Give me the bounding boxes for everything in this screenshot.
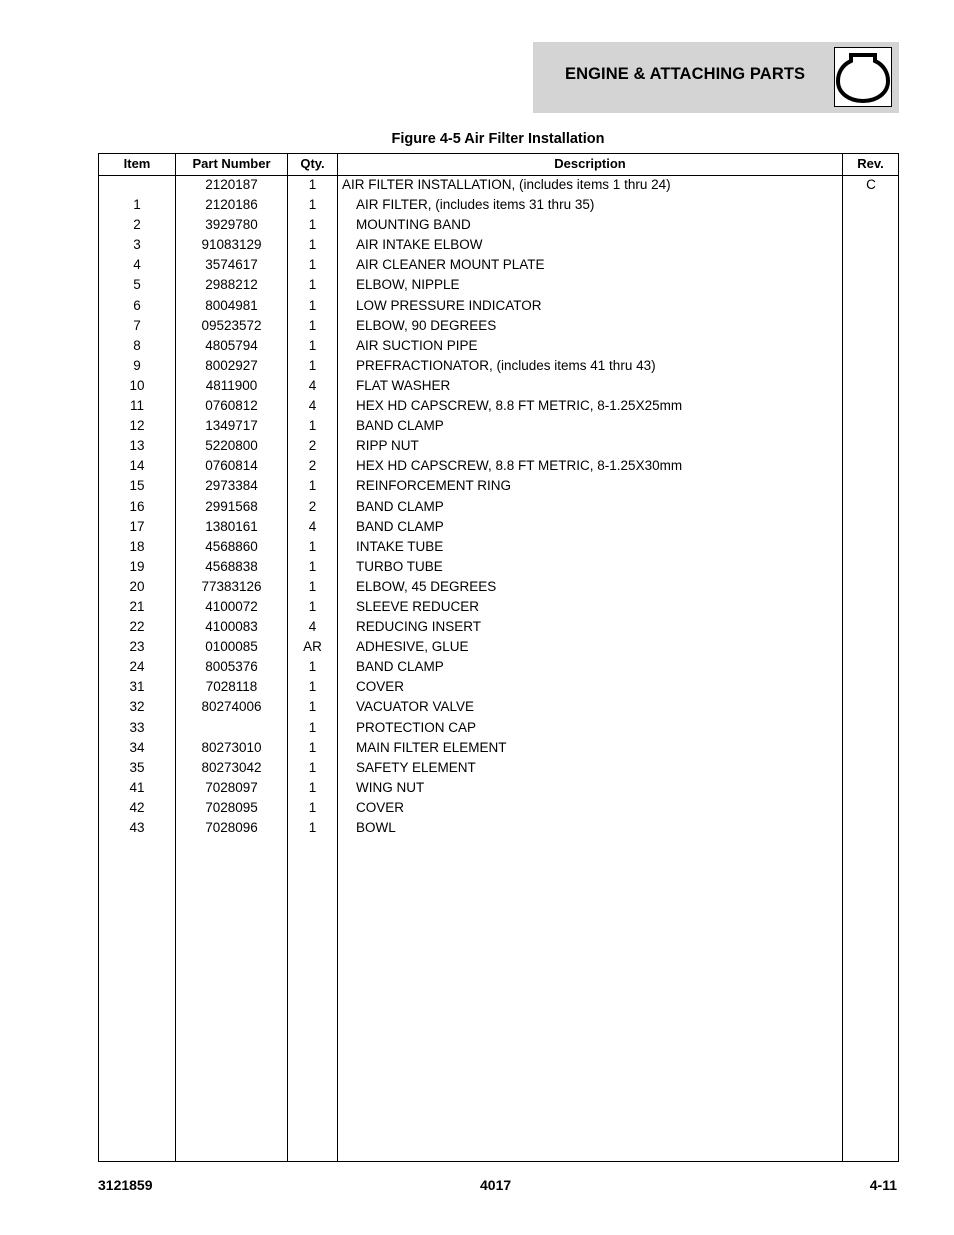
item-cell: 10 bbox=[129, 377, 145, 393]
qty-cell: 1 bbox=[308, 317, 317, 333]
part-number-cell: 1349717 bbox=[205, 418, 258, 434]
item-cell: 5 bbox=[133, 277, 141, 293]
part-number-cell: 80273010 bbox=[201, 739, 262, 755]
description-cell: TURBO TUBE bbox=[356, 558, 443, 574]
part-number-cell: 4811900 bbox=[205, 377, 258, 393]
part-number-cell: 3574617 bbox=[205, 257, 258, 273]
description-cell: REINFORCEMENT RING bbox=[356, 478, 512, 494]
item-cell: 15 bbox=[129, 478, 145, 494]
part-number-cell: 4100083 bbox=[205, 619, 258, 635]
part-number-cell: 4568838 bbox=[205, 558, 258, 574]
qty-cell: 4 bbox=[308, 619, 317, 635]
table-row bbox=[99, 456, 898, 476]
qty-cell: 1 bbox=[308, 217, 317, 233]
table-row bbox=[99, 416, 898, 436]
table-row bbox=[99, 376, 898, 396]
description-cell: SAFETY ELEMENT bbox=[356, 759, 476, 775]
description-cell: HEX HD CAPSCREW, 8.8 FT METRIC, 8-1.25X25mm bbox=[356, 398, 683, 414]
part-number-cell: 5220800 bbox=[205, 438, 258, 454]
description-cell: AIR FILTER, (includes items 31 thru 35) bbox=[356, 197, 595, 213]
table-row bbox=[99, 557, 898, 577]
item-cell: 16 bbox=[129, 498, 145, 514]
rev-cell: C bbox=[866, 177, 876, 192]
description-cell: COVER bbox=[356, 679, 405, 695]
qty-cell: 1 bbox=[308, 197, 317, 213]
qty-cell: 1 bbox=[308, 418, 317, 434]
table-row bbox=[99, 296, 898, 316]
description-cell: AIR INTAKE ELBOW bbox=[356, 237, 483, 253]
item-cell: 6 bbox=[133, 297, 141, 313]
table-row bbox=[99, 818, 898, 838]
qty-cell: 1 bbox=[308, 820, 317, 835]
table-row bbox=[99, 175, 898, 195]
description-cell: PROTECTION CAP bbox=[356, 719, 477, 735]
item-cell: 11 bbox=[129, 398, 144, 414]
description-cell: COVER bbox=[356, 799, 405, 815]
part-number-cell: 0760812 bbox=[205, 398, 258, 414]
table-row bbox=[99, 718, 898, 738]
table-row bbox=[99, 637, 898, 657]
column-header-part-number: Part Number bbox=[192, 156, 271, 171]
item-cell: 35 bbox=[129, 759, 145, 775]
footer-page-number: 4-11 bbox=[869, 1177, 897, 1193]
table-row bbox=[99, 657, 898, 677]
qty-cell: 2 bbox=[308, 438, 317, 454]
table-row bbox=[99, 316, 898, 336]
description-cell: BAND CLAMP bbox=[356, 418, 444, 434]
qty-cell: 1 bbox=[308, 538, 317, 554]
table-row bbox=[99, 436, 898, 456]
item-cell: 17 bbox=[129, 518, 145, 534]
footer-document-number: 3121859 bbox=[98, 1177, 153, 1193]
description-cell: WING NUT bbox=[356, 779, 425, 795]
section-header bbox=[533, 42, 899, 113]
part-number-cell: 7028097 bbox=[205, 779, 258, 795]
figure-title: Figure 4-5 Air Filter Installation bbox=[391, 131, 605, 147]
table-row bbox=[99, 758, 898, 778]
qty-cell: 1 bbox=[308, 357, 317, 373]
table-row bbox=[99, 215, 898, 235]
item-cell: 20 bbox=[129, 578, 145, 594]
item-cell: 3 bbox=[133, 237, 141, 253]
item-cell: 23 bbox=[129, 639, 145, 655]
table-row bbox=[99, 517, 898, 537]
qty-cell: 1 bbox=[308, 799, 317, 815]
description-cell: ELBOW, 90 DEGREES bbox=[356, 317, 497, 333]
description-cell: LOW PRESSURE INDICATOR bbox=[356, 297, 542, 313]
qty-cell: 1 bbox=[308, 478, 317, 494]
description-cell: BOWL bbox=[356, 820, 396, 835]
qty-cell: 1 bbox=[308, 177, 317, 192]
item-cell: 31 bbox=[129, 679, 145, 695]
qty-cell: 1 bbox=[308, 578, 317, 594]
part-number-cell: 0100085 bbox=[205, 639, 258, 655]
table-row bbox=[99, 497, 898, 517]
qty-cell: 4 bbox=[308, 398, 317, 414]
part-number-cell: 09523572 bbox=[201, 317, 262, 333]
qty-cell: 1 bbox=[308, 679, 317, 695]
item-cell: 8 bbox=[133, 337, 141, 353]
qty-cell: 1 bbox=[308, 598, 317, 614]
column-header-qty: Qty. bbox=[300, 156, 325, 171]
qty-cell: 1 bbox=[308, 719, 317, 735]
table-row bbox=[99, 778, 898, 798]
part-number-cell: 2988212 bbox=[205, 277, 258, 293]
section-title: ENGINE & ATTACHING PARTS bbox=[565, 65, 806, 83]
qty-cell: 1 bbox=[308, 297, 317, 313]
part-number-cell: 7028096 bbox=[205, 820, 258, 835]
item-cell: 24 bbox=[129, 659, 145, 675]
description-cell: MAIN FILTER ELEMENT bbox=[356, 739, 507, 755]
part-number-cell: 8004981 bbox=[205, 297, 258, 313]
part-number-cell: 7028095 bbox=[205, 799, 258, 815]
part-number-cell: 4805794 bbox=[205, 337, 258, 353]
description-cell: AIR FILTER INSTALLATION, (includes items 1 thru 24) bbox=[342, 177, 671, 192]
qty-cell: 1 bbox=[308, 659, 317, 675]
item-cell: 7 bbox=[133, 317, 141, 333]
table-body bbox=[99, 175, 898, 838]
description-cell: INTAKE TUBE bbox=[356, 538, 444, 554]
qty-cell: 1 bbox=[308, 237, 317, 253]
item-cell: 2 bbox=[133, 217, 141, 233]
column-header-item: Item bbox=[123, 156, 151, 171]
description-cell: BAND CLAMP bbox=[356, 659, 444, 675]
description-cell: VACUATOR VALVE bbox=[356, 699, 475, 715]
part-number-cell: 2120187 bbox=[205, 177, 258, 192]
table-row bbox=[99, 617, 898, 637]
description-cell: PREFRACTIONATOR, (includes items 41 thru 43) bbox=[356, 357, 656, 373]
item-cell: 32 bbox=[129, 699, 145, 715]
item-cell: 18 bbox=[129, 538, 145, 554]
part-number-cell: 2973384 bbox=[205, 478, 258, 494]
description-cell: FLAT WASHER bbox=[356, 377, 451, 393]
item-cell: 43 bbox=[129, 820, 145, 835]
qty-cell: AR bbox=[303, 639, 322, 655]
part-number-cell: 7028118 bbox=[205, 679, 258, 695]
item-cell: 9 bbox=[133, 357, 141, 373]
item-cell: 19 bbox=[129, 558, 145, 574]
description-cell: SLEEVE REDUCER bbox=[356, 598, 480, 614]
item-cell: 12 bbox=[129, 418, 145, 434]
table-row bbox=[99, 537, 898, 557]
table-row bbox=[99, 336, 898, 356]
table-row bbox=[99, 396, 898, 416]
part-number-cell: 2120186 bbox=[205, 197, 258, 213]
description-cell: BAND CLAMP bbox=[356, 518, 444, 534]
part-number-cell: 0760814 bbox=[205, 458, 258, 474]
qty-cell: 1 bbox=[308, 759, 317, 775]
item-cell: 21 bbox=[129, 598, 145, 614]
description-cell: AIR SUCTION PIPE bbox=[356, 337, 478, 353]
description-cell: AIR CLEANER MOUNT PLATE bbox=[356, 257, 545, 273]
table-row bbox=[99, 597, 898, 617]
description-cell: ELBOW, NIPPLE bbox=[356, 277, 460, 293]
qty-cell: 4 bbox=[308, 518, 317, 534]
part-number-cell: 80274006 bbox=[201, 699, 262, 715]
part-number-cell: 3929780 bbox=[205, 217, 258, 233]
part-number-cell: 4568860 bbox=[205, 538, 258, 554]
part-number-cell: 1380161 bbox=[205, 518, 258, 534]
description-cell: HEX HD CAPSCREW, 8.8 FT METRIC, 8-1.25X30mm bbox=[356, 458, 683, 474]
qty-cell: 1 bbox=[308, 257, 317, 273]
item-cell: 34 bbox=[129, 739, 145, 755]
item-cell: 22 bbox=[129, 619, 145, 635]
qty-cell: 2 bbox=[308, 458, 317, 474]
qty-cell: 1 bbox=[308, 739, 317, 755]
table-row bbox=[99, 255, 898, 275]
qty-cell: 2 bbox=[308, 498, 317, 514]
engine-icon bbox=[834, 47, 892, 107]
description-cell: BAND CLAMP bbox=[356, 498, 444, 514]
qty-cell: 1 bbox=[308, 558, 317, 574]
table-row bbox=[99, 195, 898, 215]
part-number-cell: 4100072 bbox=[205, 598, 258, 614]
item-cell: 41 bbox=[129, 779, 145, 795]
item-cell: 14 bbox=[129, 458, 145, 474]
qty-cell: 1 bbox=[308, 699, 317, 715]
qty-cell: 4 bbox=[308, 377, 317, 393]
part-number-cell: 8002927 bbox=[205, 357, 258, 373]
table-row bbox=[99, 356, 898, 376]
table-row bbox=[99, 476, 898, 496]
table-row bbox=[99, 677, 898, 697]
description-cell: MOUNTING BAND bbox=[356, 217, 471, 233]
table-row bbox=[99, 577, 898, 597]
table-row bbox=[99, 235, 898, 255]
item-cell: 13 bbox=[129, 438, 145, 454]
part-number-cell: 91083129 bbox=[201, 237, 262, 253]
qty-cell: 1 bbox=[308, 337, 317, 353]
item-cell: 42 bbox=[129, 799, 145, 815]
description-cell: ELBOW, 45 DEGREES bbox=[356, 578, 497, 594]
table-row bbox=[99, 738, 898, 758]
description-cell: REDUCING INSERT bbox=[356, 619, 482, 635]
table-row bbox=[99, 697, 898, 717]
qty-cell: 1 bbox=[308, 277, 317, 293]
item-cell: 4 bbox=[133, 257, 141, 273]
table-row bbox=[99, 798, 898, 818]
description-cell: ADHESIVE, GLUE bbox=[356, 639, 469, 655]
description-cell: RIPP NUT bbox=[356, 438, 419, 454]
part-number-cell: 77383126 bbox=[201, 578, 262, 594]
part-number-cell: 2991568 bbox=[205, 498, 258, 514]
table-row bbox=[99, 275, 898, 295]
part-number-cell: 80273042 bbox=[201, 759, 262, 775]
item-cell: 33 bbox=[129, 719, 145, 735]
column-header-description: Description bbox=[554, 156, 626, 171]
parts-table bbox=[98, 153, 899, 1162]
footer-model-number: 4017 bbox=[480, 1177, 512, 1193]
qty-cell: 1 bbox=[308, 779, 317, 795]
part-number-cell: 8005376 bbox=[205, 659, 258, 675]
column-header-rev: Rev. bbox=[857, 156, 884, 171]
item-cell: 1 bbox=[133, 197, 141, 213]
